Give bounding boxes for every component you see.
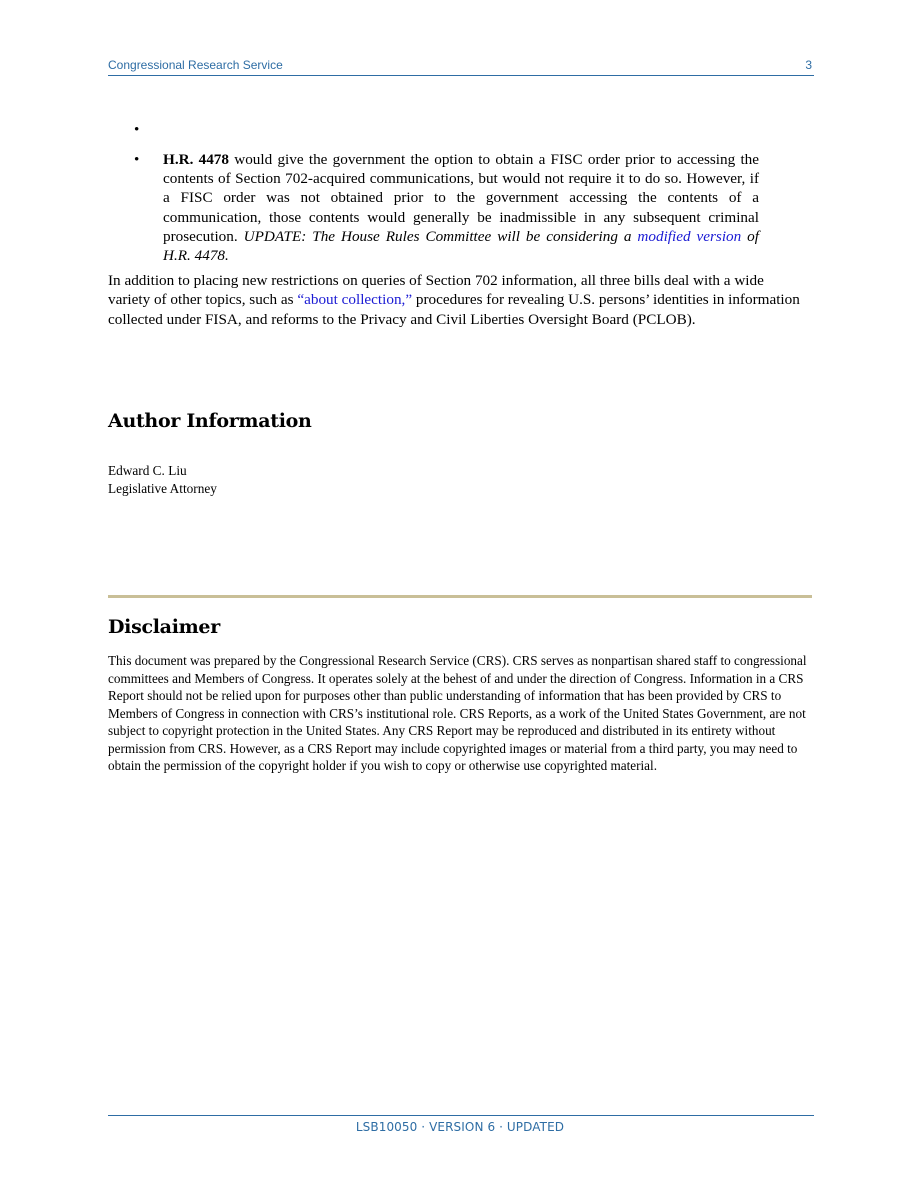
header-title: Congressional Research Service <box>108 58 283 72</box>
about-collection-link[interactable]: “about collection,” <box>297 291 413 309</box>
update-note-tail: of H.R. 4478. <box>163 227 759 265</box>
modified-version-link[interactable]: modified version <box>637 227 742 245</box>
bullet-icon: • <box>134 151 140 168</box>
bill-name: H.R. 4478 <box>163 151 229 168</box>
disclaimer-heading: Disclaimer <box>108 616 220 638</box>
page-footer: LSB10050 · VERSION 6 · UPDATED <box>355 1120 565 1134</box>
bullet-list <box>108 120 759 265</box>
disclaimer-text: This document was prepared by the Congressional Research Service (CRS). CRS serves as nonpartisan shared staff to congressional committees and Members of Congress. It operates solely at the behest of and under the direction of Congress. Information in a CRS Report should not be relied upon for purposes other than public understanding of information that has been provided by CRS to Members of Congress in connection with CRS’s institutional role. CRS Reports, as a work of the United States Government, are not subject to copyright protection in the United States. Any CRS Report may be reproduced and distributed in its entirety without permission from CRS. However, as a CRS Report may include copyrighted images or material from a third party, you may need to obtain the permission of the copyright holder if you wish to copy or otherwise use copyrighted material. <box>108 653 807 773</box>
list-item-hr4478 <box>108 150 759 265</box>
bill-description: would give the government the option to obtain a FISC order prior to accessing the contents of Section 702-acquired communications, but would not require it to do so. However, if a FISC order was not obtained prior to the government accessing the contents of a communication, those contents would generally be inadmissible in any subsequent criminal prosecution. <box>163 151 759 245</box>
list-item-empty <box>108 120 759 139</box>
author-name: Edward C. Liu <box>108 463 187 478</box>
update-note: UPDATE: The House Rules Committee will be considering a <box>243 227 638 245</box>
page-number: 3 <box>805 58 812 72</box>
author-block <box>108 462 217 497</box>
bullet-icon: • <box>134 121 140 138</box>
summary-paragraph <box>108 271 808 329</box>
page-header <box>108 58 814 76</box>
paragraph-text-after: procedures for revealing U.S. persons’ identities in information collected under FISA, and reforms to the Privacy and Civil Liberties Oversight Board (PCLOB). <box>108 291 800 328</box>
paragraph-text-before: In addition to placing new restrictions on queries of Section 702 information, all three bills deal with a wide variety of other topics, such as <box>108 272 764 309</box>
author-role: Legislative Attorney <box>108 480 217 496</box>
author-heading: Author Information <box>108 410 312 432</box>
section-divider <box>108 595 812 598</box>
footer-divider <box>108 1115 814 1116</box>
